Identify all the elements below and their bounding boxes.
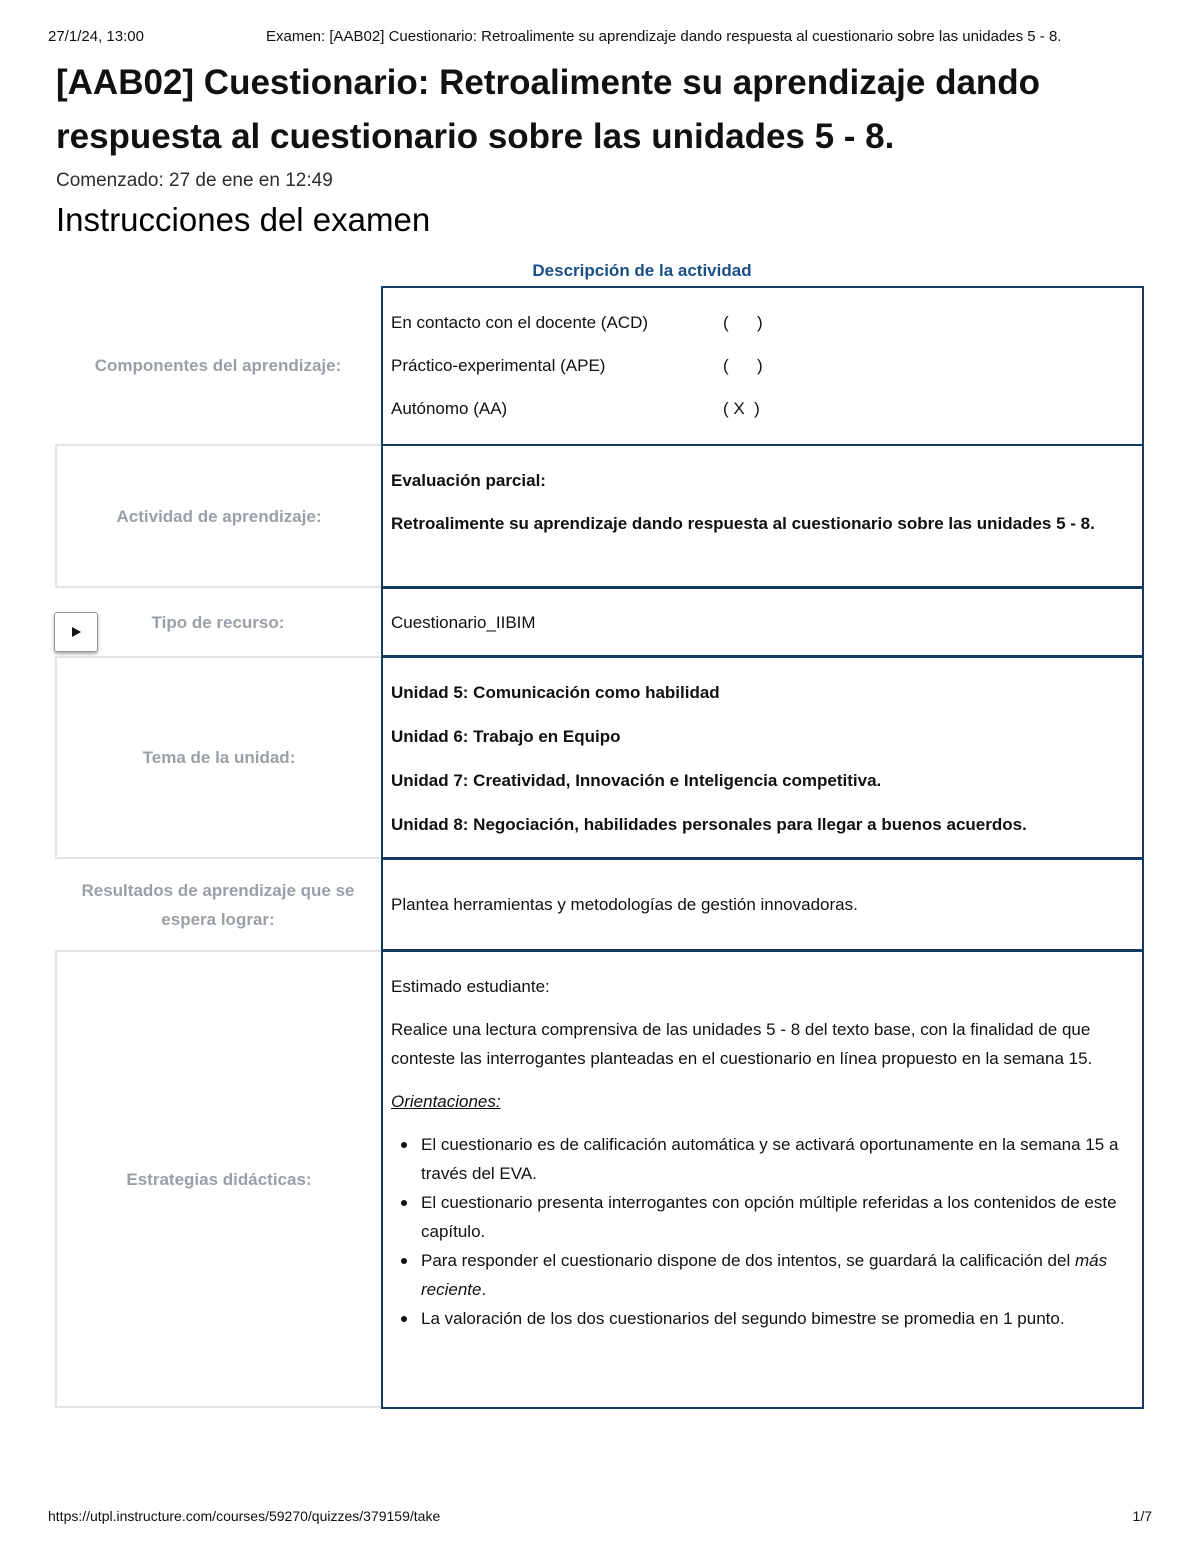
print-document-title: Examen: [AAB02] Cuestionario: Retroalimente su aprendizaje dando respuesta al cuestionario sobre las unidades 5 - 8. bbox=[266, 28, 1062, 45]
strategies-paragraph: Realice una lectura comprensiva de las unidades 5 - 8 del texto base, con la finalidad de que conteste las interrogantes planteadas en el cuestionario en línea propuesto en la semana 15. bbox=[391, 1020, 1093, 1068]
orientation-item bbox=[421, 1246, 1134, 1304]
activity-caption: Descripción de la actividad bbox=[532, 261, 752, 280]
outcomes-value: Plantea herramientas y metodologías de gestión innovadoras. bbox=[391, 895, 858, 914]
print-date: 27/1/24, 13:00 bbox=[48, 28, 144, 45]
units-cell bbox=[381, 656, 1144, 859]
print-url: https://utpl.instructure.com/courses/59270/quizzes/379159/take bbox=[48, 1508, 441, 1524]
unit-item: Unidad 5: Comunicación como habilidad bbox=[391, 683, 720, 702]
orientation-item: El cuestionario es de calificación automática y se activará oportunamente en la semana 15 a través del EVA. bbox=[421, 1130, 1134, 1188]
component-name: Práctico-experimental (APE) bbox=[391, 356, 606, 375]
orientations-heading: Orientaciones: bbox=[391, 1092, 501, 1111]
component-row bbox=[391, 301, 1134, 344]
outcomes-label: Resultados de aprendizaje que se espera lograr: bbox=[81, 880, 355, 929]
component-name: En contacto con el docente (ACD) bbox=[391, 313, 649, 332]
unit-item: Unidad 6: Trabajo en Equipo bbox=[391, 727, 621, 746]
orientations-list bbox=[391, 1130, 1134, 1333]
strategies-greeting: Estimado estudiante: bbox=[391, 977, 550, 996]
units-label: Tema de la unidad: bbox=[55, 656, 381, 859]
resource-label: Tipo de recurso: bbox=[151, 612, 285, 632]
unit-item: Unidad 8: Negociación, habilidades personales para llegar a buenos acuerdos. bbox=[391, 815, 1027, 834]
orientation-item: La valoración de los dos cuestionarios del segundo bimestre se promedia en 1 punto. bbox=[421, 1304, 1134, 1333]
unit-item: Unidad 7: Creatividad, Innovación e Inteligencia competitiva. bbox=[391, 771, 882, 790]
activity-label: Actividad de aprendizaje: bbox=[55, 444, 381, 588]
play-button[interactable] bbox=[54, 612, 98, 652]
resource-cell bbox=[381, 587, 1144, 657]
print-page-number: 1/7 bbox=[1132, 1508, 1152, 1524]
activity-description: Retroalimente su aprendizaje dando respuesta al cuestionario sobre las unidades 5 - 8. bbox=[391, 514, 1095, 533]
orientation-text: Para responder el cuestionario dispone de dos intentos, se guardará la calificación del bbox=[421, 1251, 1075, 1270]
outcomes-cell bbox=[381, 858, 1144, 951]
resource-value: Cuestionario_IIBIM bbox=[391, 612, 536, 632]
page-title: [AAB02] Cuestionario: Retroalimente su aprendizaje dando respuesta al cuestionario sobre las unidades 5 - 8. bbox=[56, 63, 1041, 156]
component-mark: ( ) bbox=[723, 356, 763, 375]
orientation-emphasis: más reciente bbox=[421, 1251, 1108, 1299]
orientation-item: El cuestionario presenta interrogantes con opción múltiple referidas a los contenidos de este capítulo. bbox=[421, 1188, 1134, 1246]
activity-type: Evaluación parcial: bbox=[391, 471, 546, 490]
component-row bbox=[391, 344, 1134, 387]
activity-cell bbox=[381, 444, 1144, 588]
component-mark: ( X ) bbox=[723, 399, 760, 418]
strategies-label: Estrategias didácticas: bbox=[55, 950, 381, 1408]
orientation-text-end: . bbox=[481, 1280, 487, 1299]
components-cell bbox=[381, 286, 1144, 446]
component-name: Autónomo (AA) bbox=[391, 399, 508, 418]
play-icon bbox=[70, 626, 82, 638]
components-label: Componentes del aprendizaje: bbox=[94, 356, 342, 375]
strategies-cell bbox=[381, 950, 1144, 1409]
instructions-heading: Instrucciones del examen bbox=[56, 201, 431, 238]
component-row bbox=[391, 387, 1134, 430]
started-timestamp: Comenzado: 27 de ene en 12:49 bbox=[56, 170, 333, 191]
component-mark: ( ) bbox=[723, 313, 763, 332]
